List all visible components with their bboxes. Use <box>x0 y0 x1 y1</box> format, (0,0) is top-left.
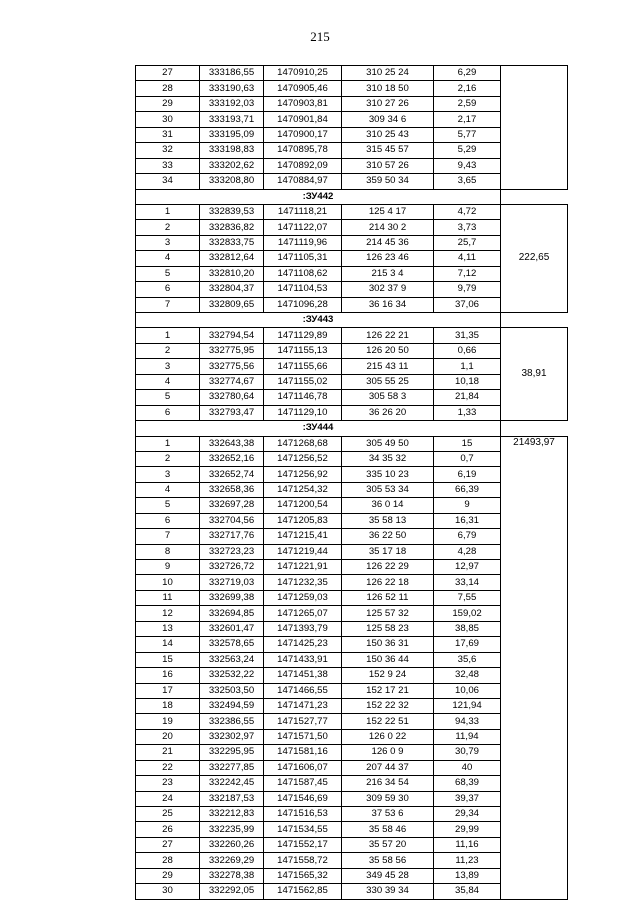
x-coordinate: 332780,64 <box>200 390 264 405</box>
distance: 1,33 <box>434 405 501 420</box>
y-coordinate: 1470903,81 <box>264 96 342 111</box>
y-coordinate: 1471256,52 <box>264 451 342 466</box>
section-label: :ЗУ442 <box>136 189 501 204</box>
direction-angle: 125 58 23 <box>342 621 434 636</box>
x-coordinate: 333208,80 <box>200 174 264 189</box>
direction-angle: 36 26 20 <box>342 405 434 420</box>
point-number: 6 <box>136 405 200 420</box>
area-cell <box>501 66 568 190</box>
y-coordinate: 1471466,55 <box>264 683 342 698</box>
y-coordinate: 1471534,55 <box>264 822 342 837</box>
direction-angle: 150 36 31 <box>342 637 434 652</box>
point-number: 27 <box>136 837 200 852</box>
point-number: 2 <box>136 220 200 235</box>
distance: 4,11 <box>434 251 501 266</box>
point-number: 34 <box>136 174 200 189</box>
direction-angle: 215 43 11 <box>342 359 434 374</box>
distance: 5,29 <box>434 143 501 158</box>
point-number: 7 <box>136 529 200 544</box>
point-number: 27 <box>136 66 200 81</box>
x-coordinate: 332726,72 <box>200 560 264 575</box>
direction-angle: 37 53 6 <box>342 807 434 822</box>
distance: 3,73 <box>434 220 501 235</box>
y-coordinate: 1471425,23 <box>264 637 342 652</box>
x-coordinate: 333195,09 <box>200 127 264 142</box>
section-label: :ЗУ443 <box>136 313 501 328</box>
distance: 1,1 <box>434 359 501 374</box>
area-cell: 38,91 <box>501 328 568 421</box>
point-number: 12 <box>136 606 200 621</box>
x-coordinate: 332278,38 <box>200 868 264 883</box>
direction-angle: 152 9 24 <box>342 668 434 683</box>
direction-angle: 309 59 30 <box>342 791 434 806</box>
x-coordinate: 332699,38 <box>200 590 264 605</box>
x-coordinate: 332774,67 <box>200 374 264 389</box>
distance: 33,14 <box>434 575 501 590</box>
direction-angle: 216 34 54 <box>342 776 434 791</box>
y-coordinate: 1471268,68 <box>264 436 342 451</box>
direction-angle: 310 18 50 <box>342 81 434 96</box>
direction-angle: 36 22 50 <box>342 529 434 544</box>
direction-angle: 207 44 37 <box>342 760 434 775</box>
distance: 16,31 <box>434 513 501 528</box>
point-number: 14 <box>136 637 200 652</box>
direction-angle: 152 22 32 <box>342 698 434 713</box>
distance: 121,94 <box>434 698 501 713</box>
x-coordinate: 332532,22 <box>200 668 264 683</box>
section-label: :ЗУ444 <box>136 421 501 436</box>
y-coordinate: 1471232,35 <box>264 575 342 590</box>
point-number: 20 <box>136 729 200 744</box>
y-coordinate: 1471254,32 <box>264 482 342 497</box>
area-cell: 222,65 <box>501 204 568 312</box>
y-coordinate: 1471155,66 <box>264 359 342 374</box>
distance: 13,89 <box>434 868 501 883</box>
y-coordinate: 1471221,91 <box>264 560 342 575</box>
y-coordinate: 1471558,72 <box>264 853 342 868</box>
y-coordinate: 1471606,07 <box>264 760 342 775</box>
x-coordinate: 333202,62 <box>200 158 264 173</box>
coordinates-table <box>135 65 568 900</box>
section-header-row <box>136 189 568 204</box>
direction-angle: 305 58 3 <box>342 390 434 405</box>
direction-angle: 126 52 11 <box>342 590 434 605</box>
y-coordinate: 1471451,38 <box>264 668 342 683</box>
x-coordinate: 332804,37 <box>200 282 264 297</box>
point-number: 19 <box>136 714 200 729</box>
direction-angle: 305 53 34 <box>342 482 434 497</box>
distance: 5,77 <box>434 127 501 142</box>
area-cell: 21493,97 <box>501 436 568 899</box>
y-coordinate: 1471581,16 <box>264 745 342 760</box>
y-coordinate: 1471119,96 <box>264 235 342 250</box>
distance: 21,84 <box>434 390 501 405</box>
x-coordinate: 332386,55 <box>200 714 264 729</box>
y-coordinate: 1471259,03 <box>264 590 342 605</box>
y-coordinate: 1471215,41 <box>264 529 342 544</box>
y-coordinate: 1471096,28 <box>264 297 342 312</box>
y-coordinate: 1471256,92 <box>264 467 342 482</box>
distance: 30,79 <box>434 745 501 760</box>
distance: 6,19 <box>434 467 501 482</box>
y-coordinate: 1471265,07 <box>264 606 342 621</box>
distance: 66,39 <box>434 482 501 497</box>
distance: 6,29 <box>434 66 501 81</box>
table-row <box>136 328 568 343</box>
point-number: 4 <box>136 251 200 266</box>
direction-angle: 125 4 17 <box>342 204 434 219</box>
distance: 11,16 <box>434 837 501 852</box>
distance: 9,79 <box>434 282 501 297</box>
x-coordinate: 332235,99 <box>200 822 264 837</box>
y-coordinate: 1471146,78 <box>264 390 342 405</box>
distance: 0,7 <box>434 451 501 466</box>
direction-angle: 305 55 25 <box>342 374 434 389</box>
distance: 10,18 <box>434 374 501 389</box>
distance: 29,34 <box>434 807 501 822</box>
distance: 12,97 <box>434 560 501 575</box>
distance: 35,84 <box>434 884 501 899</box>
y-coordinate: 1470892,09 <box>264 158 342 173</box>
distance: 25,7 <box>434 235 501 250</box>
distance: 31,35 <box>434 328 501 343</box>
point-number: 15 <box>136 652 200 667</box>
x-coordinate: 332277,85 <box>200 760 264 775</box>
x-coordinate: 332187,53 <box>200 791 264 806</box>
y-coordinate: 1471104,53 <box>264 282 342 297</box>
x-coordinate: 333190,63 <box>200 81 264 96</box>
direction-angle: 126 22 18 <box>342 575 434 590</box>
y-coordinate: 1471129,89 <box>264 328 342 343</box>
point-number: 17 <box>136 683 200 698</box>
x-coordinate: 332694,85 <box>200 606 264 621</box>
point-number: 8 <box>136 544 200 559</box>
x-coordinate: 332812,64 <box>200 251 264 266</box>
distance: 0,66 <box>434 343 501 358</box>
distance: 17,69 <box>434 637 501 652</box>
y-coordinate: 1471393,79 <box>264 621 342 636</box>
x-coordinate: 333192,03 <box>200 96 264 111</box>
point-number: 23 <box>136 776 200 791</box>
x-coordinate: 332652,74 <box>200 467 264 482</box>
table-row <box>136 66 568 81</box>
point-number: 25 <box>136 807 200 822</box>
x-coordinate: 332793,47 <box>200 405 264 420</box>
y-coordinate: 1471527,77 <box>264 714 342 729</box>
point-number: 3 <box>136 467 200 482</box>
x-coordinate: 332295,95 <box>200 745 264 760</box>
direction-angle: 310 27 26 <box>342 96 434 111</box>
point-number: 5 <box>136 390 200 405</box>
x-coordinate: 332503,50 <box>200 683 264 698</box>
point-number: 13 <box>136 621 200 636</box>
distance: 10,06 <box>434 683 501 698</box>
point-number: 31 <box>136 127 200 142</box>
direction-angle: 35 57 20 <box>342 837 434 852</box>
distance: 6,79 <box>434 529 501 544</box>
y-coordinate: 1471562,85 <box>264 884 342 899</box>
y-coordinate: 1471219,44 <box>264 544 342 559</box>
point-number: 32 <box>136 143 200 158</box>
y-coordinate: 1471516,53 <box>264 807 342 822</box>
x-coordinate: 332809,65 <box>200 297 264 312</box>
direction-angle: 335 10 23 <box>342 467 434 482</box>
point-number: 2 <box>136 343 200 358</box>
distance: 7,55 <box>434 590 501 605</box>
x-coordinate: 332269,29 <box>200 853 264 868</box>
point-number: 33 <box>136 158 200 173</box>
y-coordinate: 1471205,83 <box>264 513 342 528</box>
y-coordinate: 1470895,78 <box>264 143 342 158</box>
x-coordinate: 332833,75 <box>200 235 264 250</box>
x-coordinate: 332601,47 <box>200 621 264 636</box>
direction-angle: 35 17 18 <box>342 544 434 559</box>
distance: 39,37 <box>434 791 501 806</box>
x-coordinate: 332292,05 <box>200 884 264 899</box>
point-number: 1 <box>136 204 200 219</box>
point-number: 21 <box>136 745 200 760</box>
distance: 9 <box>434 498 501 513</box>
point-number: 28 <box>136 81 200 96</box>
point-number: 18 <box>136 698 200 713</box>
distance: 11,23 <box>434 853 501 868</box>
direction-angle: 126 22 21 <box>342 328 434 343</box>
direction-angle: 330 39 34 <box>342 884 434 899</box>
direction-angle: 349 45 28 <box>342 868 434 883</box>
point-number: 3 <box>136 359 200 374</box>
distance: 2,17 <box>434 112 501 127</box>
section-header-row <box>136 421 568 436</box>
point-number: 30 <box>136 112 200 127</box>
point-number: 3 <box>136 235 200 250</box>
direction-angle: 310 25 24 <box>342 66 434 81</box>
y-coordinate: 1471155,02 <box>264 374 342 389</box>
point-number: 24 <box>136 791 200 806</box>
y-coordinate: 1471105,31 <box>264 251 342 266</box>
direction-angle: 126 20 50 <box>342 343 434 358</box>
y-coordinate: 1470901,84 <box>264 112 342 127</box>
x-coordinate: 332643,38 <box>200 436 264 451</box>
x-coordinate: 332794,54 <box>200 328 264 343</box>
point-number: 4 <box>136 374 200 389</box>
x-coordinate: 333198,83 <box>200 143 264 158</box>
distance: 159,02 <box>434 606 501 621</box>
y-coordinate: 1471118,21 <box>264 204 342 219</box>
distance: 3,65 <box>434 174 501 189</box>
y-coordinate: 1471565,32 <box>264 868 342 883</box>
distance: 11,94 <box>434 729 501 744</box>
distance: 32,48 <box>434 668 501 683</box>
distance: 40 <box>434 760 501 775</box>
point-number: 9 <box>136 560 200 575</box>
coordinates-table-body <box>136 66 568 900</box>
direction-angle: 126 0 9 <box>342 745 434 760</box>
point-number: 1 <box>136 328 200 343</box>
direction-angle: 36 16 34 <box>342 297 434 312</box>
table-row <box>136 436 568 451</box>
direction-angle: 152 22 51 <box>342 714 434 729</box>
distance: 9,43 <box>434 158 501 173</box>
distance: 4,28 <box>434 544 501 559</box>
y-coordinate: 1471587,45 <box>264 776 342 791</box>
direction-angle: 36 0 14 <box>342 498 434 513</box>
direction-angle: 126 22 29 <box>342 560 434 575</box>
table-row <box>136 204 568 219</box>
x-coordinate: 332719,03 <box>200 575 264 590</box>
section-header-row <box>136 313 568 328</box>
point-number: 7 <box>136 297 200 312</box>
point-number: 22 <box>136 760 200 775</box>
y-coordinate: 1471200,54 <box>264 498 342 513</box>
direction-angle: 35 58 56 <box>342 853 434 868</box>
point-number: 4 <box>136 482 200 497</box>
x-coordinate: 332723,23 <box>200 544 264 559</box>
distance: 15 <box>434 436 501 451</box>
x-coordinate: 332242,45 <box>200 776 264 791</box>
point-number: 6 <box>136 513 200 528</box>
direction-angle: 214 45 36 <box>342 235 434 250</box>
x-coordinate: 332652,16 <box>200 451 264 466</box>
y-coordinate: 1470905,46 <box>264 81 342 96</box>
x-coordinate: 332704,56 <box>200 513 264 528</box>
y-coordinate: 1471122,07 <box>264 220 342 235</box>
direction-angle: 359 50 34 <box>342 174 434 189</box>
distance: 2,59 <box>434 96 501 111</box>
x-coordinate: 332836,82 <box>200 220 264 235</box>
distance: 38,85 <box>434 621 501 636</box>
x-coordinate: 332658,36 <box>200 482 264 497</box>
x-coordinate: 332260,26 <box>200 837 264 852</box>
point-number: 30 <box>136 884 200 899</box>
direction-angle: 215 3 4 <box>342 266 434 281</box>
y-coordinate: 1471155,13 <box>264 343 342 358</box>
x-coordinate: 332810,20 <box>200 266 264 281</box>
distance: 94,33 <box>434 714 501 729</box>
y-coordinate: 1471129,10 <box>264 405 342 420</box>
direction-angle: 309 34 6 <box>342 112 434 127</box>
y-coordinate: 1470900,17 <box>264 127 342 142</box>
point-number: 5 <box>136 498 200 513</box>
direction-angle: 315 45 57 <box>342 143 434 158</box>
y-coordinate: 1471471,23 <box>264 698 342 713</box>
x-coordinate: 333193,71 <box>200 112 264 127</box>
x-coordinate: 332775,95 <box>200 343 264 358</box>
direction-angle: 302 37 9 <box>342 282 434 297</box>
point-number: 1 <box>136 436 200 451</box>
point-number: 6 <box>136 282 200 297</box>
direction-angle: 34 35 32 <box>342 451 434 466</box>
direction-angle: 35 58 46 <box>342 822 434 837</box>
distance: 29,99 <box>434 822 501 837</box>
y-coordinate: 1471433,91 <box>264 652 342 667</box>
direction-angle: 305 49 50 <box>342 436 434 451</box>
point-number: 26 <box>136 822 200 837</box>
x-coordinate: 332494,59 <box>200 698 264 713</box>
distance: 68,39 <box>434 776 501 791</box>
x-coordinate: 332775,56 <box>200 359 264 374</box>
y-coordinate: 1470910,25 <box>264 66 342 81</box>
y-coordinate: 1471552,17 <box>264 837 342 852</box>
point-number: 5 <box>136 266 200 281</box>
distance: 35,6 <box>434 652 501 667</box>
direction-angle: 152 17 21 <box>342 683 434 698</box>
direction-angle: 125 57 32 <box>342 606 434 621</box>
direction-angle: 126 0 22 <box>342 729 434 744</box>
x-coordinate: 332839,53 <box>200 204 264 219</box>
direction-angle: 35 58 13 <box>342 513 434 528</box>
y-coordinate: 1470884,97 <box>264 174 342 189</box>
direction-angle: 150 36 44 <box>342 652 434 667</box>
distance: 37,06 <box>434 297 501 312</box>
direction-angle: 126 23 46 <box>342 251 434 266</box>
y-coordinate: 1471546,69 <box>264 791 342 806</box>
point-number: 11 <box>136 590 200 605</box>
direction-angle: 310 25 43 <box>342 127 434 142</box>
distance: 4,72 <box>434 204 501 219</box>
x-coordinate: 332563,24 <box>200 652 264 667</box>
x-coordinate: 333186,55 <box>200 66 264 81</box>
x-coordinate: 332717,76 <box>200 529 264 544</box>
distance: 2,16 <box>434 81 501 96</box>
distance: 7,12 <box>434 266 501 281</box>
page-number: 215 <box>310 29 330 44</box>
x-coordinate: 332212,83 <box>200 807 264 822</box>
x-coordinate: 332697,28 <box>200 498 264 513</box>
point-number: 10 <box>136 575 200 590</box>
y-coordinate: 1471108,62 <box>264 266 342 281</box>
point-number: 28 <box>136 853 200 868</box>
point-number: 29 <box>136 96 200 111</box>
direction-angle: 310 57 26 <box>342 158 434 173</box>
point-number: 29 <box>136 868 200 883</box>
point-number: 16 <box>136 668 200 683</box>
y-coordinate: 1471571,50 <box>264 729 342 744</box>
x-coordinate: 332302,97 <box>200 729 264 744</box>
direction-angle: 214 30 2 <box>342 220 434 235</box>
x-coordinate: 332578,65 <box>200 637 264 652</box>
point-number: 2 <box>136 451 200 466</box>
